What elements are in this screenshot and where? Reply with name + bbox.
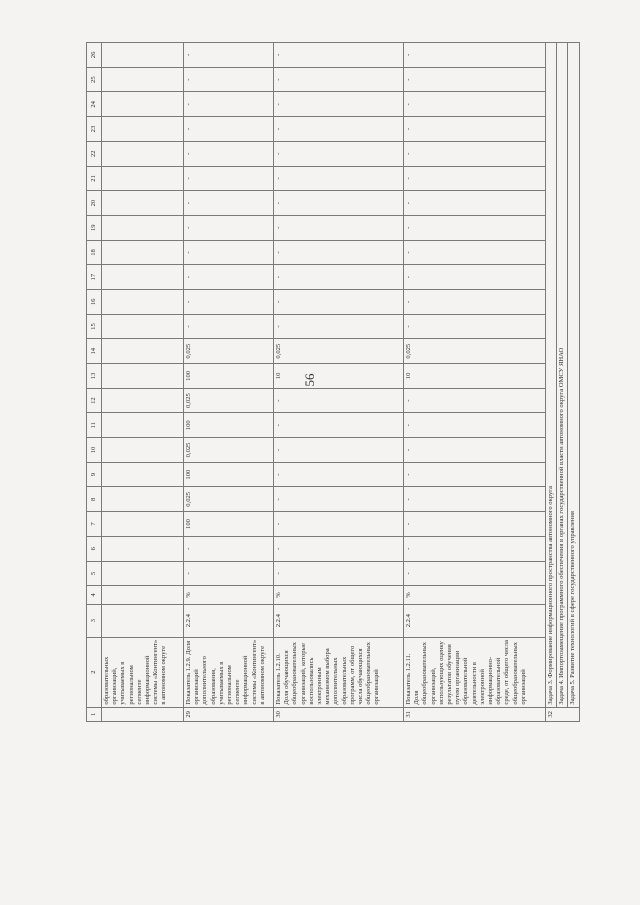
value-cell	[102, 289, 184, 314]
value-cell: -	[274, 314, 404, 339]
indicator-unit: %	[274, 586, 404, 605]
value-cell: 10	[274, 364, 404, 389]
header-cell: 5	[87, 561, 102, 586]
indicator-code: 2.2.4	[184, 604, 274, 637]
header-cell: 20	[87, 191, 102, 216]
value-cell: 10	[404, 364, 546, 389]
table-row	[404, 43, 546, 722]
value-cell: -	[404, 67, 546, 92]
header-cell: 9	[87, 462, 102, 487]
value-cell	[102, 462, 184, 487]
value-cell: -	[184, 166, 274, 191]
value-cell: 100	[184, 413, 274, 438]
task-row	[546, 43, 557, 722]
row-number: 30	[274, 707, 404, 721]
value-cell: -	[404, 141, 546, 166]
value-cell	[102, 388, 184, 413]
value-cell: -	[184, 67, 274, 92]
value-cell: -	[274, 43, 404, 68]
value-cell: -	[274, 561, 404, 586]
table-row	[184, 43, 274, 722]
row-number	[102, 707, 184, 721]
value-cell: -	[274, 67, 404, 92]
value-cell: -	[404, 166, 546, 191]
header-cell: 12	[87, 388, 102, 413]
value-cell: -	[184, 43, 274, 68]
header-cell: 1	[87, 707, 102, 721]
value-cell	[102, 141, 184, 166]
header-cell: 25	[87, 67, 102, 92]
value-cell: -	[274, 215, 404, 240]
value-cell: -	[274, 462, 404, 487]
value-cell: -	[184, 141, 274, 166]
row-number: 29	[184, 707, 274, 721]
task-row	[557, 43, 568, 722]
value-cell: -	[404, 512, 546, 537]
value-cell: -	[274, 166, 404, 191]
rotated-table-sheet	[86, 42, 577, 722]
value-cell: -	[184, 215, 274, 240]
page-number: 56	[302, 373, 317, 387]
header-cell: 16	[87, 289, 102, 314]
indicator-code: 2.2.4	[274, 604, 404, 637]
value-cell	[102, 512, 184, 537]
value-cell: 0,025	[184, 487, 274, 512]
header-cell: 24	[87, 92, 102, 117]
header-cell: 2	[87, 637, 102, 707]
value-cell: 0,025	[184, 438, 274, 463]
value-cell	[102, 215, 184, 240]
header-cell: 18	[87, 240, 102, 265]
value-cell: -	[404, 191, 546, 216]
value-cell	[102, 413, 184, 438]
header-cell: 4	[87, 586, 102, 605]
table-row	[102, 43, 184, 722]
task-line: Задача 4. Импортозамещение программного обеспечения в органах государственной власти автономного округа ОМСУ ЯНАО	[557, 43, 568, 708]
value-cell	[102, 561, 184, 586]
value-cell: -	[184, 561, 274, 586]
value-cell: -	[404, 215, 546, 240]
indicators-table	[86, 42, 580, 722]
value-cell: -	[274, 191, 404, 216]
indicator-name: Показатель 1.2.9. Доля организаций дополнительного образования, учитываемых в региональном сегменте информационной системы «Контингент» в автономном округе	[184, 637, 274, 707]
value-cell: -	[184, 240, 274, 265]
rotated-content	[86, 42, 577, 722]
value-cell	[102, 43, 184, 68]
value-cell: -	[184, 314, 274, 339]
header-cell: 13	[87, 364, 102, 389]
value-cell	[102, 117, 184, 142]
value-cell: -	[404, 413, 546, 438]
value-cell: -	[404, 487, 546, 512]
value-cell: -	[274, 92, 404, 117]
indicator-code	[102, 604, 184, 637]
value-cell: -	[184, 92, 274, 117]
value-cell	[102, 487, 184, 512]
value-cell: 0,025	[184, 339, 274, 364]
value-cell	[102, 240, 184, 265]
header-cell: 21	[87, 166, 102, 191]
value-cell: 0,025	[184, 388, 274, 413]
value-cell: -	[274, 487, 404, 512]
value-cell: -	[184, 536, 274, 561]
value-cell	[102, 92, 184, 117]
value-cell: -	[404, 240, 546, 265]
header-cell: 6	[87, 536, 102, 561]
value-cell	[102, 191, 184, 216]
table-row	[274, 43, 404, 722]
value-cell	[102, 536, 184, 561]
header-row	[87, 43, 102, 722]
value-cell: -	[274, 512, 404, 537]
header-cell: 8	[87, 487, 102, 512]
value-cell	[102, 67, 184, 92]
value-cell: -	[404, 265, 546, 290]
value-cell: -	[274, 240, 404, 265]
header-cell: 14	[87, 339, 102, 364]
row-number: 31	[404, 707, 546, 721]
header-cell: 11	[87, 413, 102, 438]
value-cell: -	[274, 388, 404, 413]
header-cell: 17	[87, 265, 102, 290]
value-cell	[102, 364, 184, 389]
value-cell: -	[404, 289, 546, 314]
task-line: Задача 3. Формирование информационного пространства автономного округа	[546, 43, 557, 708]
indicator-name: Показатель 1.2.11. Доля общеобразовательных организаций, использующих оценку результатов обучения путем организации образовательной деятельности в электронной информационно-образовательной среде, от общего числа общеобразовательных организаций	[404, 637, 546, 707]
header-cell: 7	[87, 512, 102, 537]
value-cell: -	[184, 117, 274, 142]
indicator-unit: %	[184, 586, 274, 605]
value-cell: -	[404, 438, 546, 463]
value-cell: -	[274, 289, 404, 314]
header-cell: 3	[87, 604, 102, 637]
value-cell: 100	[184, 462, 274, 487]
indicator-unit	[102, 586, 184, 605]
value-cell: -	[274, 141, 404, 166]
indicator-unit: %	[404, 586, 546, 605]
indicator-code: 2.2.4	[404, 604, 546, 637]
value-cell: -	[404, 92, 546, 117]
task-row	[568, 43, 579, 722]
value-cell: -	[404, 536, 546, 561]
indicator-name: Показатель 1.2.10. Доля обучающихся общеобразовательных организаций, которые воспользовались электронным механизмом выбора дополнительных образовательных программ, от общего числа обучающихся общеобразовательных организаций	[274, 637, 404, 707]
value-cell	[102, 265, 184, 290]
value-cell: -	[404, 117, 546, 142]
value-cell: 0,025	[274, 339, 404, 364]
header-cell: 26	[87, 43, 102, 68]
value-cell: 100	[184, 512, 274, 537]
value-cell: 100	[184, 364, 274, 389]
header-cell: 10	[87, 438, 102, 463]
header-cell: 19	[87, 215, 102, 240]
value-cell: -	[404, 314, 546, 339]
value-cell: -	[274, 117, 404, 142]
value-cell: -	[404, 388, 546, 413]
value-cell: -	[184, 289, 274, 314]
value-cell: -	[274, 438, 404, 463]
value-cell: -	[274, 536, 404, 561]
value-cell	[102, 339, 184, 364]
header-cell: 22	[87, 141, 102, 166]
value-cell: -	[404, 561, 546, 586]
value-cell: -	[274, 413, 404, 438]
header-cell: 15	[87, 314, 102, 339]
value-cell	[102, 166, 184, 191]
task-line: Задача 5. Развитие технологий в сфере государственного управления	[568, 43, 579, 708]
value-cell: -	[184, 191, 274, 216]
value-cell: -	[404, 462, 546, 487]
indicator-name: образовательных организаций, учитываемых в региональном сегменте информационной системы «Контингент» в автономном округе	[102, 637, 184, 707]
row-number: 32	[546, 707, 580, 721]
value-cell: 0,025	[404, 339, 546, 364]
value-cell: -	[404, 43, 546, 68]
value-cell: -	[184, 265, 274, 290]
value-cell	[102, 314, 184, 339]
value-cell: -	[274, 265, 404, 290]
header-cell: 23	[87, 117, 102, 142]
value-cell	[102, 438, 184, 463]
